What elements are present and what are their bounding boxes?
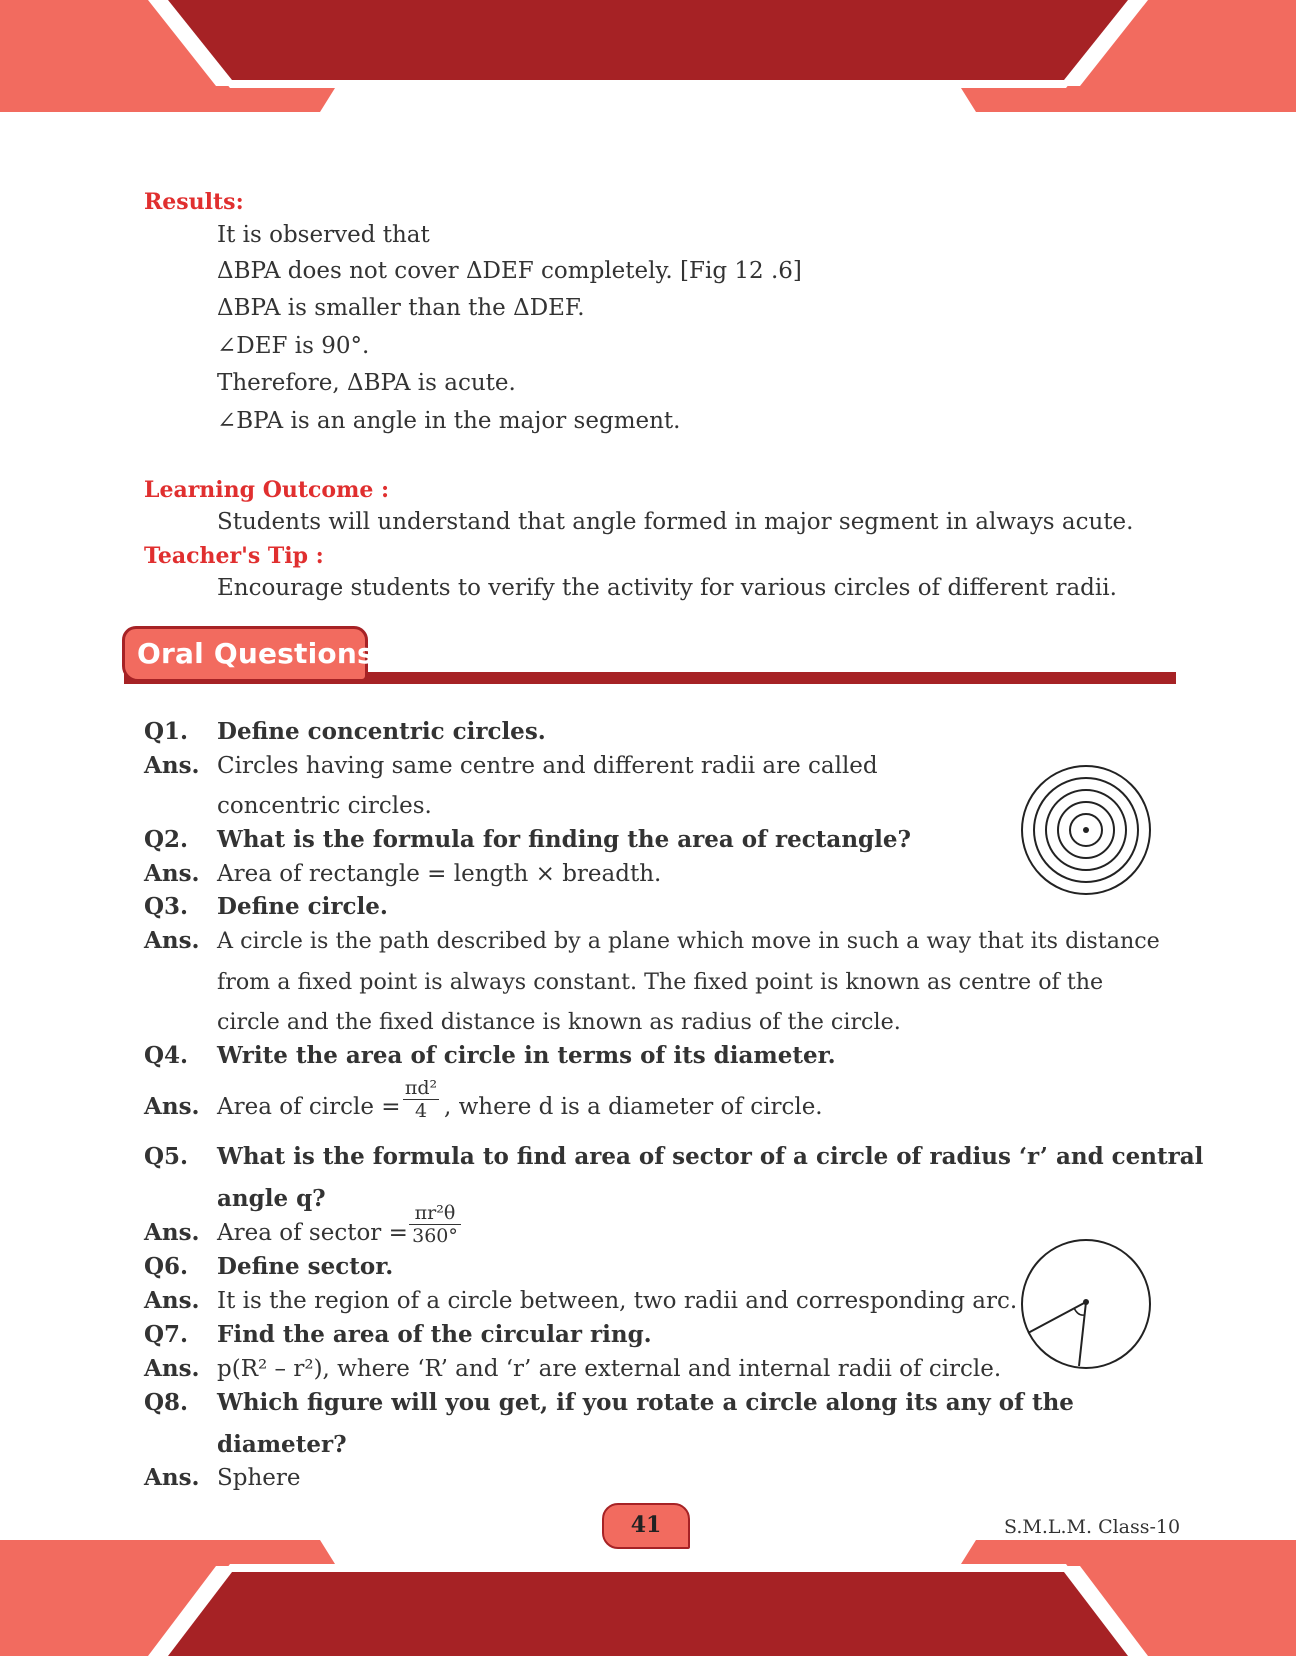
q4-fraction-denominator: 4 xyxy=(403,1099,439,1122)
q7-question: Find the area of the circular ring. xyxy=(217,1321,652,1348)
q4-answer-prefix: Area of circle = xyxy=(217,1094,401,1120)
q4-fraction xyxy=(403,1077,439,1122)
q1-answer-line-2: concentric circles. xyxy=(217,793,432,819)
q1-label: Q1. xyxy=(144,718,189,745)
q5-fraction-numerator: πr²θ xyxy=(414,1202,456,1224)
q3-answer-line-2: from a fixed point is always constant. The fixed point is known as centre of the xyxy=(217,969,1104,995)
teachers-tip-text: Encourage students to verify the activity for various circles of different radii. xyxy=(217,575,1117,601)
results-heading: Results: xyxy=(144,189,244,215)
q3-answer-line-1: A circle is the path described by a plane which move in such a way that its distance xyxy=(217,928,1160,954)
q7-ans-label: Ans. xyxy=(144,1355,200,1382)
results-line-4: ∠DEF is 90°. xyxy=(217,333,370,359)
q6-ans-label: Ans. xyxy=(144,1287,200,1314)
results-line-3: ΔBPA is smaller than the ΔDEF. xyxy=(217,295,585,321)
results-line-5: Therefore, ΔBPA is acute. xyxy=(217,370,516,396)
q6-question: Define sector. xyxy=(217,1253,394,1280)
results-line-2: ΔBPA does not cover ΔDEF completely. [Fig 12 .6] xyxy=(217,258,802,284)
q5-question-line-2: angle q? xyxy=(217,1185,326,1212)
q1-question: Define concentric circles. xyxy=(217,718,546,745)
results-line-6: ∠BPA is an angle in the major segment. xyxy=(217,408,681,434)
q3-answer-line-3: circle and the fixed distance is known as radius of the circle. xyxy=(217,1009,901,1035)
q5-answer-prefix: Area of sector = xyxy=(217,1220,408,1246)
q8-label: Q8. xyxy=(144,1389,189,1416)
q8-question-line-2: diameter? xyxy=(217,1431,347,1458)
q5-fraction-denominator: 360° xyxy=(409,1224,461,1247)
concentric-circles-figure xyxy=(1018,762,1154,898)
q4-ans-label: Ans. xyxy=(144,1093,200,1120)
q2-answer: Area of rectangle = length × breadth. xyxy=(217,861,662,887)
page-number: 41 xyxy=(630,1512,662,1538)
q7-label: Q7. xyxy=(144,1321,189,1348)
results-line-1: It is observed that xyxy=(217,222,430,248)
q1-ans-label: Ans. xyxy=(144,752,200,779)
q3-ans-label: Ans. xyxy=(144,927,200,954)
q5-ans-label: Ans. xyxy=(144,1219,200,1246)
q3-label: Q3. xyxy=(144,893,189,920)
q7-answer: p(R² – r²), where ‘R’ and ‘r’ are external and internal radii of circle. xyxy=(217,1356,1002,1382)
sector-figure xyxy=(1018,1236,1154,1372)
q5-question-line-1: What is the formula to find area of sector of a circle of radius ‘r’ and central xyxy=(217,1143,1204,1170)
q4-question: Write the area of circle in terms of its diameter. xyxy=(217,1042,836,1069)
q4-fraction-numerator: πd² xyxy=(404,1077,438,1099)
q6-answer: It is the region of a circle between, two radii and corresponding arc. xyxy=(217,1288,1018,1314)
learning-outcome-heading: Learning Outcome : xyxy=(144,477,390,503)
footer-class-label: S.M.L.M. Class-10 xyxy=(1004,1516,1181,1538)
q4-label: Q4. xyxy=(144,1042,189,1069)
q2-ans-label: Ans. xyxy=(144,860,200,887)
q5-fraction xyxy=(409,1202,461,1247)
q2-label: Q2. xyxy=(144,826,189,853)
q8-ans-label: Ans. xyxy=(144,1464,200,1491)
q8-answer: Sphere xyxy=(217,1465,301,1491)
q3-question: Define circle. xyxy=(217,893,388,920)
q8-question-line-1: Which figure will you get, if you rotate a circle along its any of the xyxy=(217,1389,1074,1416)
footer-decoration xyxy=(0,1540,1296,1656)
q4-answer-suffix: , where d is a diameter of circle. xyxy=(444,1094,823,1120)
learning-outcome-text: Students will understand that angle formed in major segment in always acute. xyxy=(217,509,1134,535)
q1-answer-line-1: Circles having same centre and different radii are called xyxy=(217,753,878,779)
q6-label: Q6. xyxy=(144,1253,189,1280)
header-decoration xyxy=(0,0,1296,116)
q5-label: Q5. xyxy=(144,1143,189,1170)
teachers-tip-heading: Teacher's Tip : xyxy=(144,543,324,569)
oral-questions-title: Oral Questions xyxy=(137,637,374,670)
q2-question: What is the formula for finding the area of rectangle? xyxy=(217,826,911,853)
